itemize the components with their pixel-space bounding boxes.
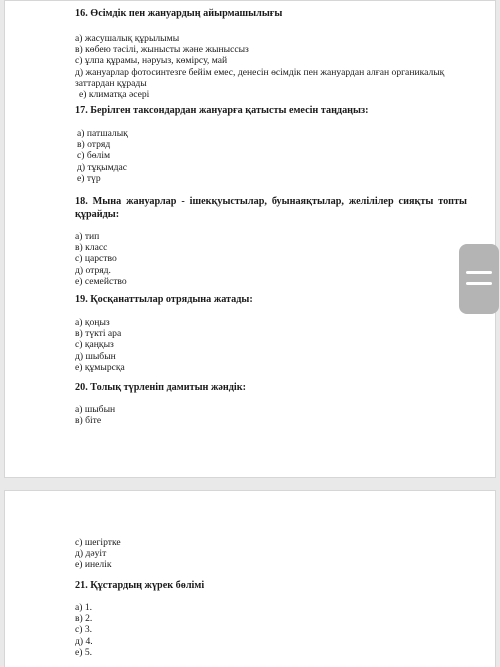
menu-icon (466, 271, 492, 274)
answer-option[interactable]: в) түкті ара (75, 328, 122, 340)
menu-icon (466, 282, 492, 285)
question-21 (75, 579, 467, 658)
answer-option[interactable]: с) шегіртке (75, 537, 121, 548)
answer-option[interactable]: д) жануарлар фотосинтезге бейім емес, денесін өсімдік пен жануардан алған органикалық заттардан құрады (75, 66, 445, 89)
question-title: 18. Мына жануарлар - ішекқуыстылар, буынаяқтылар, желілілер сияқты топты құрайды: (75, 196, 467, 220)
question-title: 20. Толық түрленіп дамитын жәндік: (75, 382, 246, 393)
answer-option[interactable]: д) отряд. (75, 264, 111, 276)
answer-option[interactable]: д) 4. (75, 635, 93, 647)
answer-option[interactable]: с) 3. (75, 624, 93, 636)
answer-option[interactable]: а) шыбын (75, 404, 116, 415)
answer-option[interactable]: е) түр (77, 172, 101, 184)
answer-option[interactable]: с) қаңқыз (75, 339, 114, 351)
document-page-2 (4, 490, 496, 667)
question-16 (75, 7, 467, 100)
answer-option[interactable]: е) 5. (75, 646, 93, 658)
answer-option[interactable]: а) тип (75, 231, 100, 242)
answer-options (75, 404, 467, 426)
answer-options (75, 537, 467, 571)
answer-options (75, 602, 467, 658)
answer-option[interactable]: с) царство (75, 253, 117, 265)
answer-option[interactable]: е) инелік (75, 559, 112, 571)
scroll-handle-button[interactable] (459, 244, 499, 314)
answer-option[interactable]: д) тұқымдас (77, 161, 128, 173)
question-title: 21. Құстардың жүрек бөлімі (75, 580, 205, 591)
answer-option[interactable]: а) 1. (75, 602, 93, 613)
answer-option[interactable]: а) жасушалық құрылымы (75, 33, 180, 44)
answer-options (75, 128, 467, 184)
document-page-1 (4, 0, 496, 478)
answer-option[interactable]: е) құмырсқа (75, 361, 125, 373)
question-20 (75, 381, 467, 426)
question-20-continued (75, 537, 467, 571)
answer-options (75, 317, 467, 373)
answer-option[interactable]: с) бөлім (77, 150, 111, 162)
answer-options (75, 231, 467, 287)
answer-option[interactable]: е) семейство (75, 275, 127, 287)
answer-option[interactable]: е) климатқа әсері (79, 89, 150, 101)
answer-option[interactable]: а) қоңыз (75, 317, 110, 328)
question-title: 16. Өсімдік пен жануардың айырмашылығы (75, 8, 283, 19)
answer-option[interactable]: д) шыбын (75, 350, 116, 362)
question-title: 19. Қосқанаттылар отрядына жатады: (75, 294, 253, 305)
answer-option[interactable]: с) ұлпа құрамы, нәруыз, көмірсу, май (75, 55, 228, 67)
question-18 (75, 195, 467, 287)
answer-option[interactable]: в) көбею тәсілі, жынысты және жыныссыз (75, 44, 249, 56)
question-17 (75, 104, 467, 184)
answer-option[interactable]: в) біте (75, 415, 102, 427)
question-19 (75, 293, 467, 373)
answer-option[interactable]: в) 2. (75, 613, 93, 625)
answer-option[interactable]: а) патшалық (77, 128, 128, 139)
question-title: 17. Берілген таксондардан жануарға қатысты емесін таңдаңыз: (75, 105, 369, 116)
answer-option[interactable]: в) класс (75, 242, 108, 254)
answer-option[interactable]: д) дәуіт (75, 548, 107, 560)
answer-options (75, 33, 467, 100)
answer-option[interactable]: в) отряд (77, 139, 111, 151)
